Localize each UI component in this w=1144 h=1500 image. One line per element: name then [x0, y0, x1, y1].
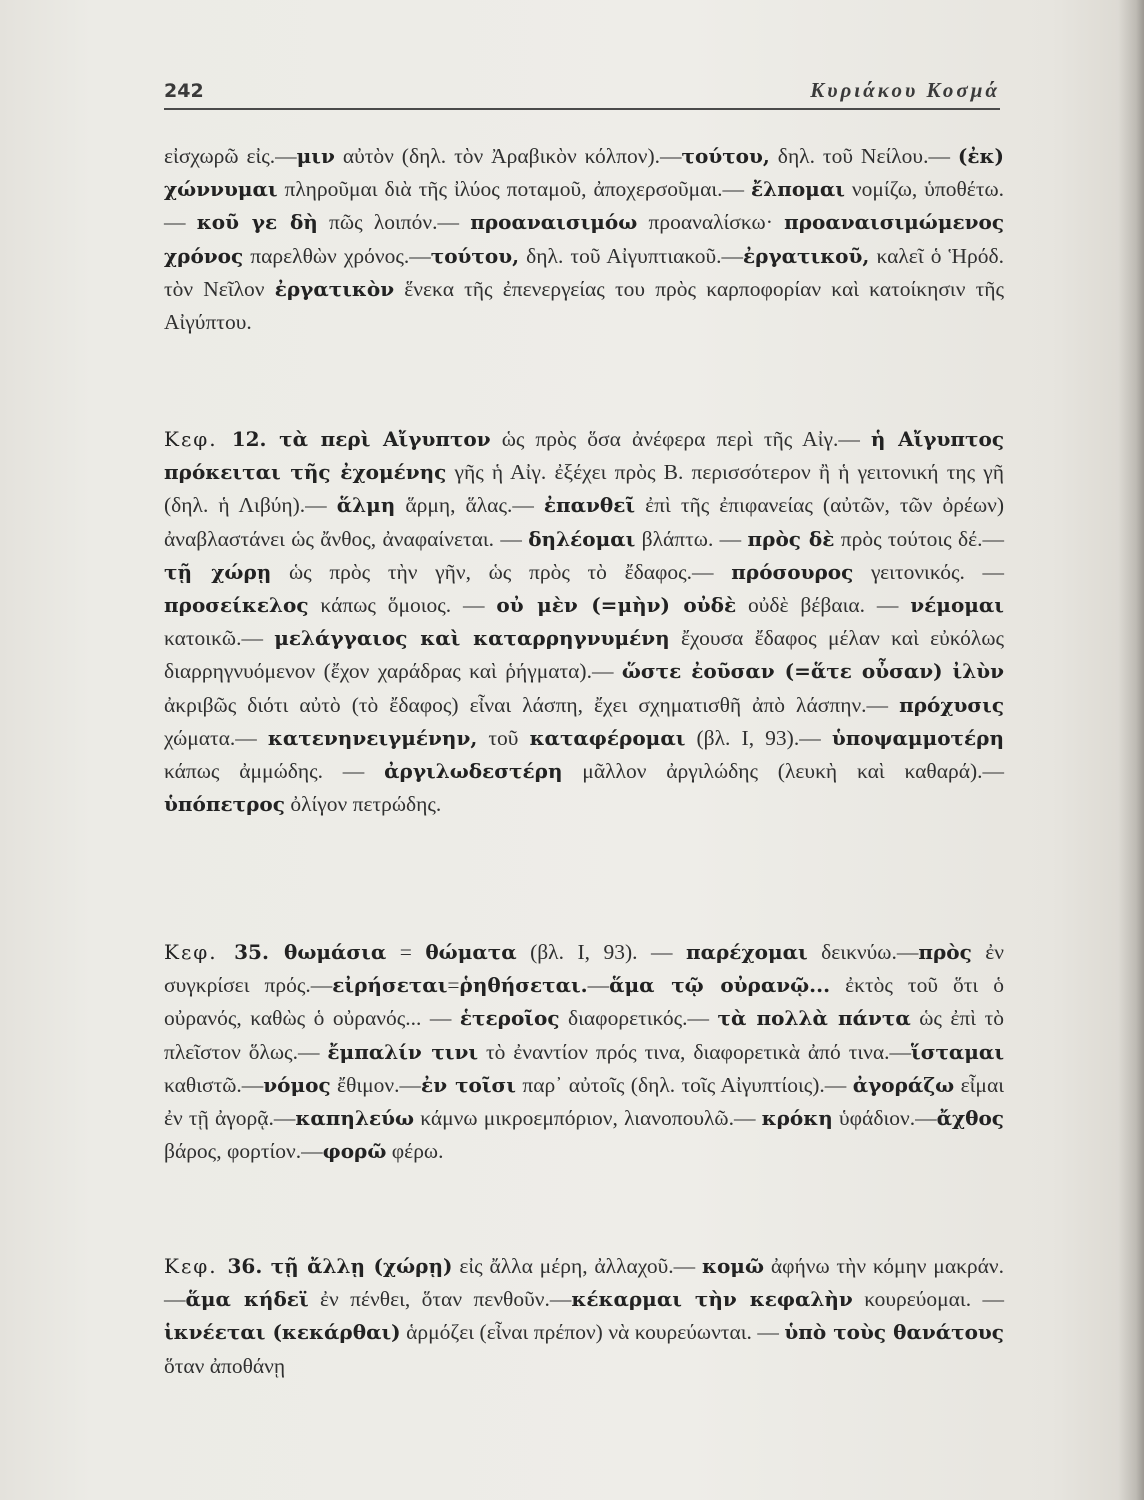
gloss-text: ὑφάδιον.— — [832, 1106, 937, 1131]
lemma-term: κομῶ — [701, 1254, 764, 1278]
lemma-term: 35. θωμάσια — [234, 940, 387, 964]
gloss-text: ἐκτὸς τοῦ ὅτι ὁ οὐρανός, καθὼς ὁ οὐρανός... — — [164, 973, 1004, 1031]
gloss-text: γειτονικός. — — [853, 559, 1005, 584]
chapter-label: Κεφ. — [164, 940, 235, 964]
gloss-text: ὅταν ἀποθάνῃ — [164, 1353, 286, 1378]
lemma-term: οὐ μὲν (=μὴν) οὐδὲ — [496, 593, 737, 618]
gloss-text: εἰς ἄλλα μέρη, ἀλλαχοῦ.— — [452, 1254, 702, 1278]
gloss-text: δηλ. τοῦ Νείλου.— — [769, 144, 958, 168]
gloss-text: ὡς πρὸς ὅσα ἀνέφερα περὶ τῆς Αἰγ.— — [490, 427, 871, 451]
lemma-term: δηλέομαι — [528, 526, 636, 551]
lemma-term: τῇ χώρῃ — [164, 559, 272, 584]
gloss-text: παρ᾽ αὐτοῖς (δηλ. τοῖς Αἰγυπτίοις).— — [515, 1072, 853, 1097]
lemma-term: κατενηνειγμένην, — [267, 725, 478, 750]
gloss-text: πρὸς τούτοις δέ.— — [834, 526, 1005, 551]
gloss-text: οὐδὲ βέβαια. — — [736, 593, 911, 618]
gloss-text: μᾶλλον ἀργιλώδης (λευκὴ καὶ καθαρά).— — [562, 759, 1004, 784]
lemma-term: εἰρήσεται — [332, 973, 448, 998]
lemma-term: ἔλπομαι — [751, 177, 845, 202]
lemma-term: καπηλεύω — [295, 1106, 415, 1131]
lemma-term: ἀγοράζω — [852, 1072, 955, 1097]
gloss-text: τοῦ — [477, 725, 530, 750]
chapter-label: Κεφ. — [164, 1254, 228, 1278]
lemma-term: ἐργατικοῦ, — [743, 243, 870, 268]
gloss-text: ἐν συγκρίσει πρός.— — [164, 940, 1005, 998]
lemma-term: θώματα — [425, 940, 517, 964]
lemma-term: πρὸς δὲ — [747, 526, 835, 551]
lemma-term: μιν — [296, 144, 335, 168]
lemma-term: ἅμα κήδεϊ — [185, 1287, 309, 1312]
page-header — [164, 76, 1000, 110]
gloss-text: δηλ. τοῦ Αἰγυπτιακοῦ.— — [519, 243, 743, 268]
gloss-text: εἰσχωρῶ εἰς.— — [164, 144, 297, 168]
gloss-text: = — [386, 940, 426, 964]
lemma-term: ἅλμη — [336, 493, 396, 518]
paragraph-1 — [164, 140, 1004, 339]
gloss-text: αὐτὸν (δηλ. τὸν Ἀραβικὸν κόλπον).— — [334, 144, 682, 168]
lemma-term: παρέχομαι — [685, 940, 808, 964]
lemma-term: 36. τῇ ἄλλῃ (χώρῃ) — [227, 1254, 453, 1278]
lemma-term: κέκαρμαι τὴν κεφαλὴν — [571, 1287, 853, 1312]
gloss-text: προαναλίσκω· — [637, 210, 785, 235]
lemma-term: (ἐκ) χώννυμαι — [164, 144, 1004, 202]
gloss-text: φέρω. — [386, 1139, 444, 1164]
lemma-term: ἡ Αἴγυπτος πρόκειται τῆς ἐχομένης — [164, 427, 1004, 485]
gloss-text: (βλ. Ι, 93).— — [685, 725, 832, 750]
gloss-text: ἐν πένθει, ὅταν πενθοῦν.— — [308, 1287, 572, 1312]
lemma-term: πρὸς — [918, 940, 972, 964]
lemma-term: ἐν τοῖσι — [421, 1072, 516, 1097]
running-title: Κυριάκου Κοσμά — [810, 78, 1000, 102]
gloss-text: (βλ. Ι, 93). — — [516, 940, 686, 964]
gloss-text: χώματα.— — [164, 725, 268, 750]
lemma-term: ἐργατικὸν — [274, 276, 395, 301]
gloss-text: κουρεύομαι. — — [852, 1287, 1004, 1312]
lemma-term: 12. τὰ περὶ Αἴγυπτον — [231, 427, 491, 451]
gloss-text: πῶς λοιπόν.— — [317, 210, 471, 235]
lemma-term: ἱκνέεται (κεκάρθαι) — [164, 1320, 401, 1345]
chapter-label: Κεφ. — [164, 427, 232, 451]
gloss-text: βλάπτω. — — [635, 526, 748, 551]
gloss-text: ἁρμόζει (εἶναι πρέπον) νὰ κουρεύωνται. — — [400, 1320, 785, 1345]
gloss-text: ἀφήνω τὴν κόμην μακράν.— — [164, 1254, 1005, 1312]
paragraph-kef-35 — [164, 936, 1004, 1168]
gloss-text: κάμνω μικροεμπόριον, λιανοπουλῶ.— — [414, 1106, 762, 1131]
gloss-text: κατοικῶ.— — [164, 626, 275, 651]
lemma-term: κοῦ γε δὴ — [196, 210, 318, 235]
paragraph-kef-12 — [164, 423, 1004, 821]
lemma-term: καταφέρομαι — [529, 725, 686, 750]
lemma-term: φορῶ — [322, 1139, 387, 1164]
lemma-term: ἀργιλωδεστέρη — [384, 759, 563, 784]
gloss-text: — — [587, 973, 610, 998]
gloss-text: πληροῦμαι διὰ τῆς ἰλύος ποταμοῦ, ἀποχερσοῦμαι.— — [277, 177, 752, 202]
gloss-text: ὡς ἐπὶ τὸ πλεῖστον ὅλως.— — [164, 1006, 1004, 1064]
lemma-term: προαναισιμώμενος χρόνος — [164, 210, 1005, 268]
lemma-term: νόμος — [263, 1072, 331, 1097]
lemma-term: ὑπόπετρος — [164, 792, 285, 817]
lemma-term: προσείκελος — [164, 593, 309, 618]
gloss-text: ἔχουσα ἔδαφος μέλαν καὶ εὐκόλως διαρρηγνυόμενον (ἔχον χαράδρας καὶ ῥήγματα).— — [164, 626, 1004, 684]
gloss-text: βάρος, φορτίον.— — [164, 1139, 323, 1164]
gloss-text: ἀκριβῶς διότι αὐτὸ (τὸ ἔδαφος) εἶναι λάσπη, ἔχει σχηματισθῆ ἀπὸ λάσπην.— — [164, 692, 900, 717]
gloss-text: ἐπὶ τῆς ἐπιφανείας (αὐτῶν, τῶν ὀρέων) ἀναβλαστάνει ὡς ἄνθος, ἀναφαίνεται. — — [164, 493, 1004, 551]
lemma-term: ὑπὸ τοὺς θανάτους — [784, 1320, 1004, 1345]
lemma-term: ἔμπαλίν τινι — [327, 1039, 479, 1064]
lemma-term: τούτου, — [681, 144, 770, 168]
paragraph-kef-36 — [164, 1250, 1004, 1383]
gloss-text: κάπως ἀμμώδης. — — [164, 759, 385, 784]
lemma-term: ἐπανθεῖ — [543, 493, 636, 518]
gloss-text: = — [447, 973, 460, 998]
lemma-term: ἄχθος — [936, 1106, 1004, 1131]
lemma-term: ῥηθήσεται. — [459, 973, 588, 998]
lemma-term: ἅμα τῷ οὐρανῷ... — [609, 973, 831, 998]
gloss-text: ὀλίγον πετρώδης. — [284, 792, 442, 817]
lemma-term: ἑτεροῖος — [459, 1006, 560, 1031]
page-edge-shadow — [1118, 0, 1144, 1500]
gloss-text: γῆς ἡ Αἰγ. ἐξέχει πρὸς Β. περισσότερον ἢ ἡ γειτονική της γῆ (δηλ. ἡ Λιβύη).— — [164, 460, 1004, 518]
gloss-text: ἕνεκα τῆς ἐπενεργείας του πρὸς καρποφορίαν καὶ κατοίκησιν τῆς Αἰγύπτου. — [164, 276, 1004, 335]
lemma-term: μελάγγαιος καὶ καταρρηγνυμένη — [274, 626, 670, 651]
gloss-text: κάπως ὅμοιος. — — [308, 593, 497, 618]
lemma-term: νέμομαι — [910, 593, 1004, 618]
lemma-term: τὰ πολλὰ πάντα — [717, 1006, 911, 1031]
gloss-text: καλεῖ ὁ Ἡρόδ. τὸν Νεῖλον — [164, 243, 1004, 301]
lemma-term: ὥστε ἐοῦσαν (=ἅτε οὖσαν) ἰλὺν — [621, 659, 1004, 684]
gloss-text: παρελθὼν χρόνος.— — [243, 243, 431, 268]
lemma-term: ὑποψαμμοτέρη — [831, 725, 1004, 750]
gloss-text: νομίζω, ὑποθέτω.— — [164, 177, 1004, 235]
gloss-text: διαφορετικός.— — [559, 1006, 718, 1031]
gloss-text: ὡς πρὸς τὴν γῆν, ὡς πρὸς τὸ ἔδαφος.— — [271, 559, 732, 584]
lemma-term: τούτου, — [430, 243, 520, 268]
lemma-term: κρόκη — [761, 1106, 833, 1131]
lemma-term: ἵσταμαι — [911, 1039, 1004, 1064]
gloss-text: εἶμαι ἐν τῇ ἀγορᾷ.— — [164, 1072, 1005, 1131]
gloss-text: ἅρμη, ἅλας.— — [395, 493, 544, 518]
lemma-term: προαναισιμόω — [470, 210, 638, 235]
page-number: 242 — [164, 80, 204, 102]
gloss-text: τὸ ἐναντίον πρός τινα, διαφορετικὰ ἀπό τινα.— — [478, 1039, 912, 1064]
gloss-text: καθιστῶ.— — [164, 1072, 264, 1097]
gloss-text: ἔθιμον.— — [330, 1072, 422, 1097]
lemma-term: πρόχυσις — [899, 692, 1004, 717]
lemma-term: πρόσουρος — [731, 559, 854, 584]
gloss-text: δεικνύω.— — [807, 940, 919, 964]
